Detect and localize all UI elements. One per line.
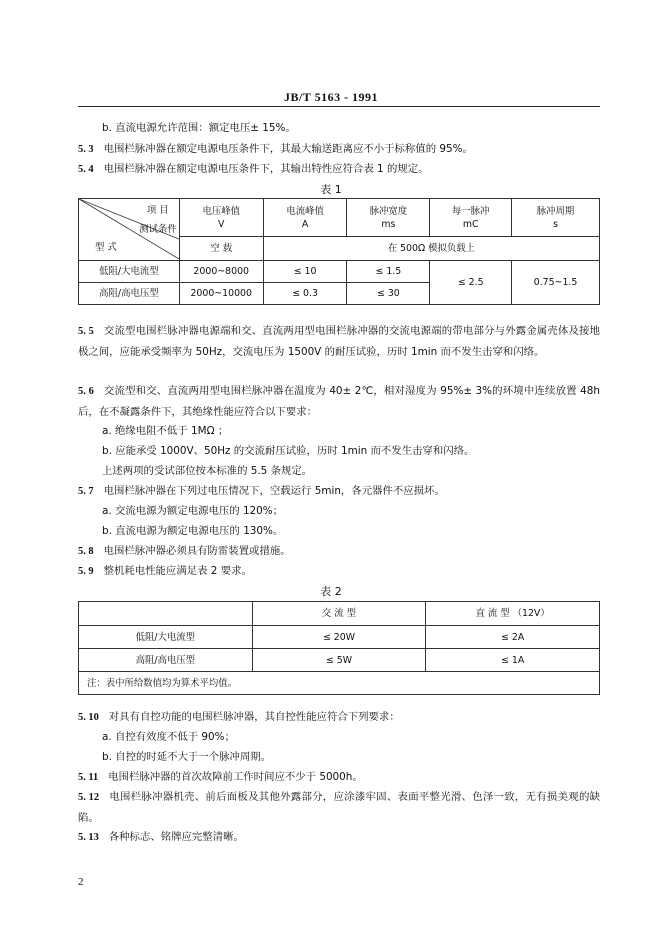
table2-cell: ≤ 20W	[252, 626, 426, 649]
table2-row-type: 高阻/高电压型	[79, 649, 253, 672]
table-row	[79, 626, 600, 649]
clause-text: 各种标志、铭牌应完整清晰。	[108, 831, 244, 843]
table1-col-charge: 每一脉冲 mC	[430, 199, 512, 237]
table1-cell: ≤ 10	[263, 261, 347, 283]
clause-5-7	[78, 481, 600, 502]
clause-5-8	[78, 541, 600, 562]
clause-5-3	[78, 139, 600, 160]
clause-5-5	[78, 321, 600, 362]
table2-row-type: 低阻/大电流型	[79, 626, 253, 649]
table1-col-voltage: 电压峰值 V	[179, 199, 263, 237]
page-number: 2	[78, 876, 84, 888]
clause-5-4	[78, 159, 600, 180]
table1-cell: ≤ 30	[347, 283, 430, 305]
clause-5-2-b: b. 直流电源允许范围：额定电压± 15%。	[102, 122, 296, 134]
clause-text: 对具有自控功能的电围栏脉冲器，其自控性能应符合下列要求：	[108, 711, 400, 723]
header-rule	[78, 106, 600, 107]
clause-text: 电围栏脉冲器机壳、前后面板及其他外露部分，应涂漆牢固、表面平整光滑、色泽一致，无有损美观的缺陷。	[78, 791, 601, 824]
table1-col-period: 脉冲周期 s	[512, 199, 600, 237]
table2	[78, 601, 600, 695]
corner-type-label: 型 式	[95, 242, 117, 253]
corner-condition-label: 测试条件	[139, 224, 177, 235]
clause-5-10-a: a. 自控有效度不低于 90%；	[102, 731, 235, 743]
corner-item-label: 项 目	[147, 205, 169, 216]
clause-text: 电围栏脉冲器在下列过电压情况下，空载运行 5min，各元器件不应损坏。	[103, 485, 445, 497]
clause-number: 5. 8	[78, 546, 94, 557]
table1	[78, 198, 600, 305]
clause-text: 电围栏脉冲器必须具有防雷装置或措施。	[103, 545, 291, 557]
clause-text: 整机耗电性能应满足表 2 要求。	[103, 565, 252, 577]
table1-charge-cell: ≤ 2.5	[430, 261, 512, 305]
clause-number: 5. 12	[78, 792, 100, 803]
table1-condition-noload: 空 载	[179, 237, 263, 261]
clause-5-6-note: 上述两项的受试部位按本标准的 5.5 条规定。	[102, 465, 313, 477]
clause-number: 5. 13	[78, 832, 99, 843]
table-row	[79, 649, 600, 672]
table1-cell: 2000~10000	[179, 283, 263, 305]
clause-number: 5. 6	[78, 386, 94, 397]
table2-header-blank	[79, 602, 253, 626]
clause-number: 5. 11	[78, 772, 99, 783]
table2-caption: 表 2	[320, 585, 342, 598]
table2-cell: ≤ 1A	[426, 649, 600, 672]
table1-corner-cell	[79, 199, 180, 261]
table1-cell: ≤ 0.3	[263, 283, 347, 305]
clause-5-10	[78, 707, 600, 728]
clause-number: 5. 7	[78, 486, 94, 497]
table1-period-cell: 0.75~1.5	[512, 261, 600, 305]
clause-number: 5. 9	[78, 566, 94, 577]
table1-col-current: 电流峰值 A	[263, 199, 347, 237]
clause-5-12	[78, 787, 600, 828]
table1-condition-load: 在 500Ω 模拟负载上	[263, 237, 599, 261]
table1-row-type: 低阻/大电流型	[79, 261, 180, 283]
clause-number: 5. 5	[78, 326, 94, 337]
clause-number: 5. 4	[78, 164, 94, 175]
clause-5-7-b: b. 直流电源为额定电源电压的 130%。	[102, 525, 284, 537]
table2-cell: ≤ 5W	[252, 649, 426, 672]
clause-text: 电围栏脉冲器的首次故障前工作时间应不少于 5000h。	[108, 771, 363, 783]
table-row	[79, 261, 600, 283]
clause-text: 交流型电围栏脉冲器电源端和交、直流两用型电围栏脉冲器的交流电源端的带电部分与外露金属壳体及接地极之间，应能承受频率为 50Hz，交流电压为 1500V 的耐压试验，历时 1min 而不发生击穿和闪络。	[78, 325, 600, 358]
table2-header-ac: 交 流 型	[252, 602, 426, 626]
clause-number: 5. 10	[78, 712, 99, 723]
clause-text: 交流型和交、直流两用型电围栏脉冲器在温度为 40± 2℃，相对湿度为 95%± 3%的环境中连续放置 48h 后，在不凝露条件下，其绝缘性能应符合以下要求：	[78, 385, 600, 418]
clause-text: 电围栏脉冲器在额定电源电压条件下，其最大输送距离应不小于标称值的 95%。	[103, 143, 473, 155]
table2-header-dc: 直 流 型 （12V）	[426, 602, 600, 626]
clause-5-9	[78, 561, 600, 582]
clause-5-6-b: b. 应能承受 1000V、50Hz 的交流耐压试验，历时 1min 而不发生击穿和闪络。	[102, 445, 475, 457]
clause-5-13	[78, 827, 600, 848]
table1-caption: 表 1	[320, 183, 342, 196]
table2-cell: ≤ 2A	[426, 626, 600, 649]
clause-number: 5. 3	[78, 144, 94, 155]
clause-5-7-a: a. 交流电源为额定电源电压的 120%；	[102, 505, 284, 517]
table1-cell: 2000~8000	[179, 261, 263, 283]
table1-cell: ≤ 1.5	[347, 261, 430, 283]
clause-text: 电围栏脉冲器在额定电源电压条件下，其输出特性应符合表 1 的规定。	[103, 163, 429, 175]
table1-col-width: 脉冲宽度 ms	[347, 199, 430, 237]
clause-5-6-a: a. 绝缘电阻不低于 1MΩ ；	[102, 425, 229, 437]
clause-5-10-b: b. 自控的时延不大于一个脉冲周期。	[102, 751, 272, 763]
table2-note: 注：表中所给数值均为算术平均值。	[79, 672, 600, 695]
clause-5-11	[78, 767, 600, 788]
page-header: JB/T 5163 - 1991	[283, 90, 379, 104]
table1-row-type: 高阻/高电压型	[79, 283, 180, 305]
clause-5-6	[78, 381, 600, 422]
